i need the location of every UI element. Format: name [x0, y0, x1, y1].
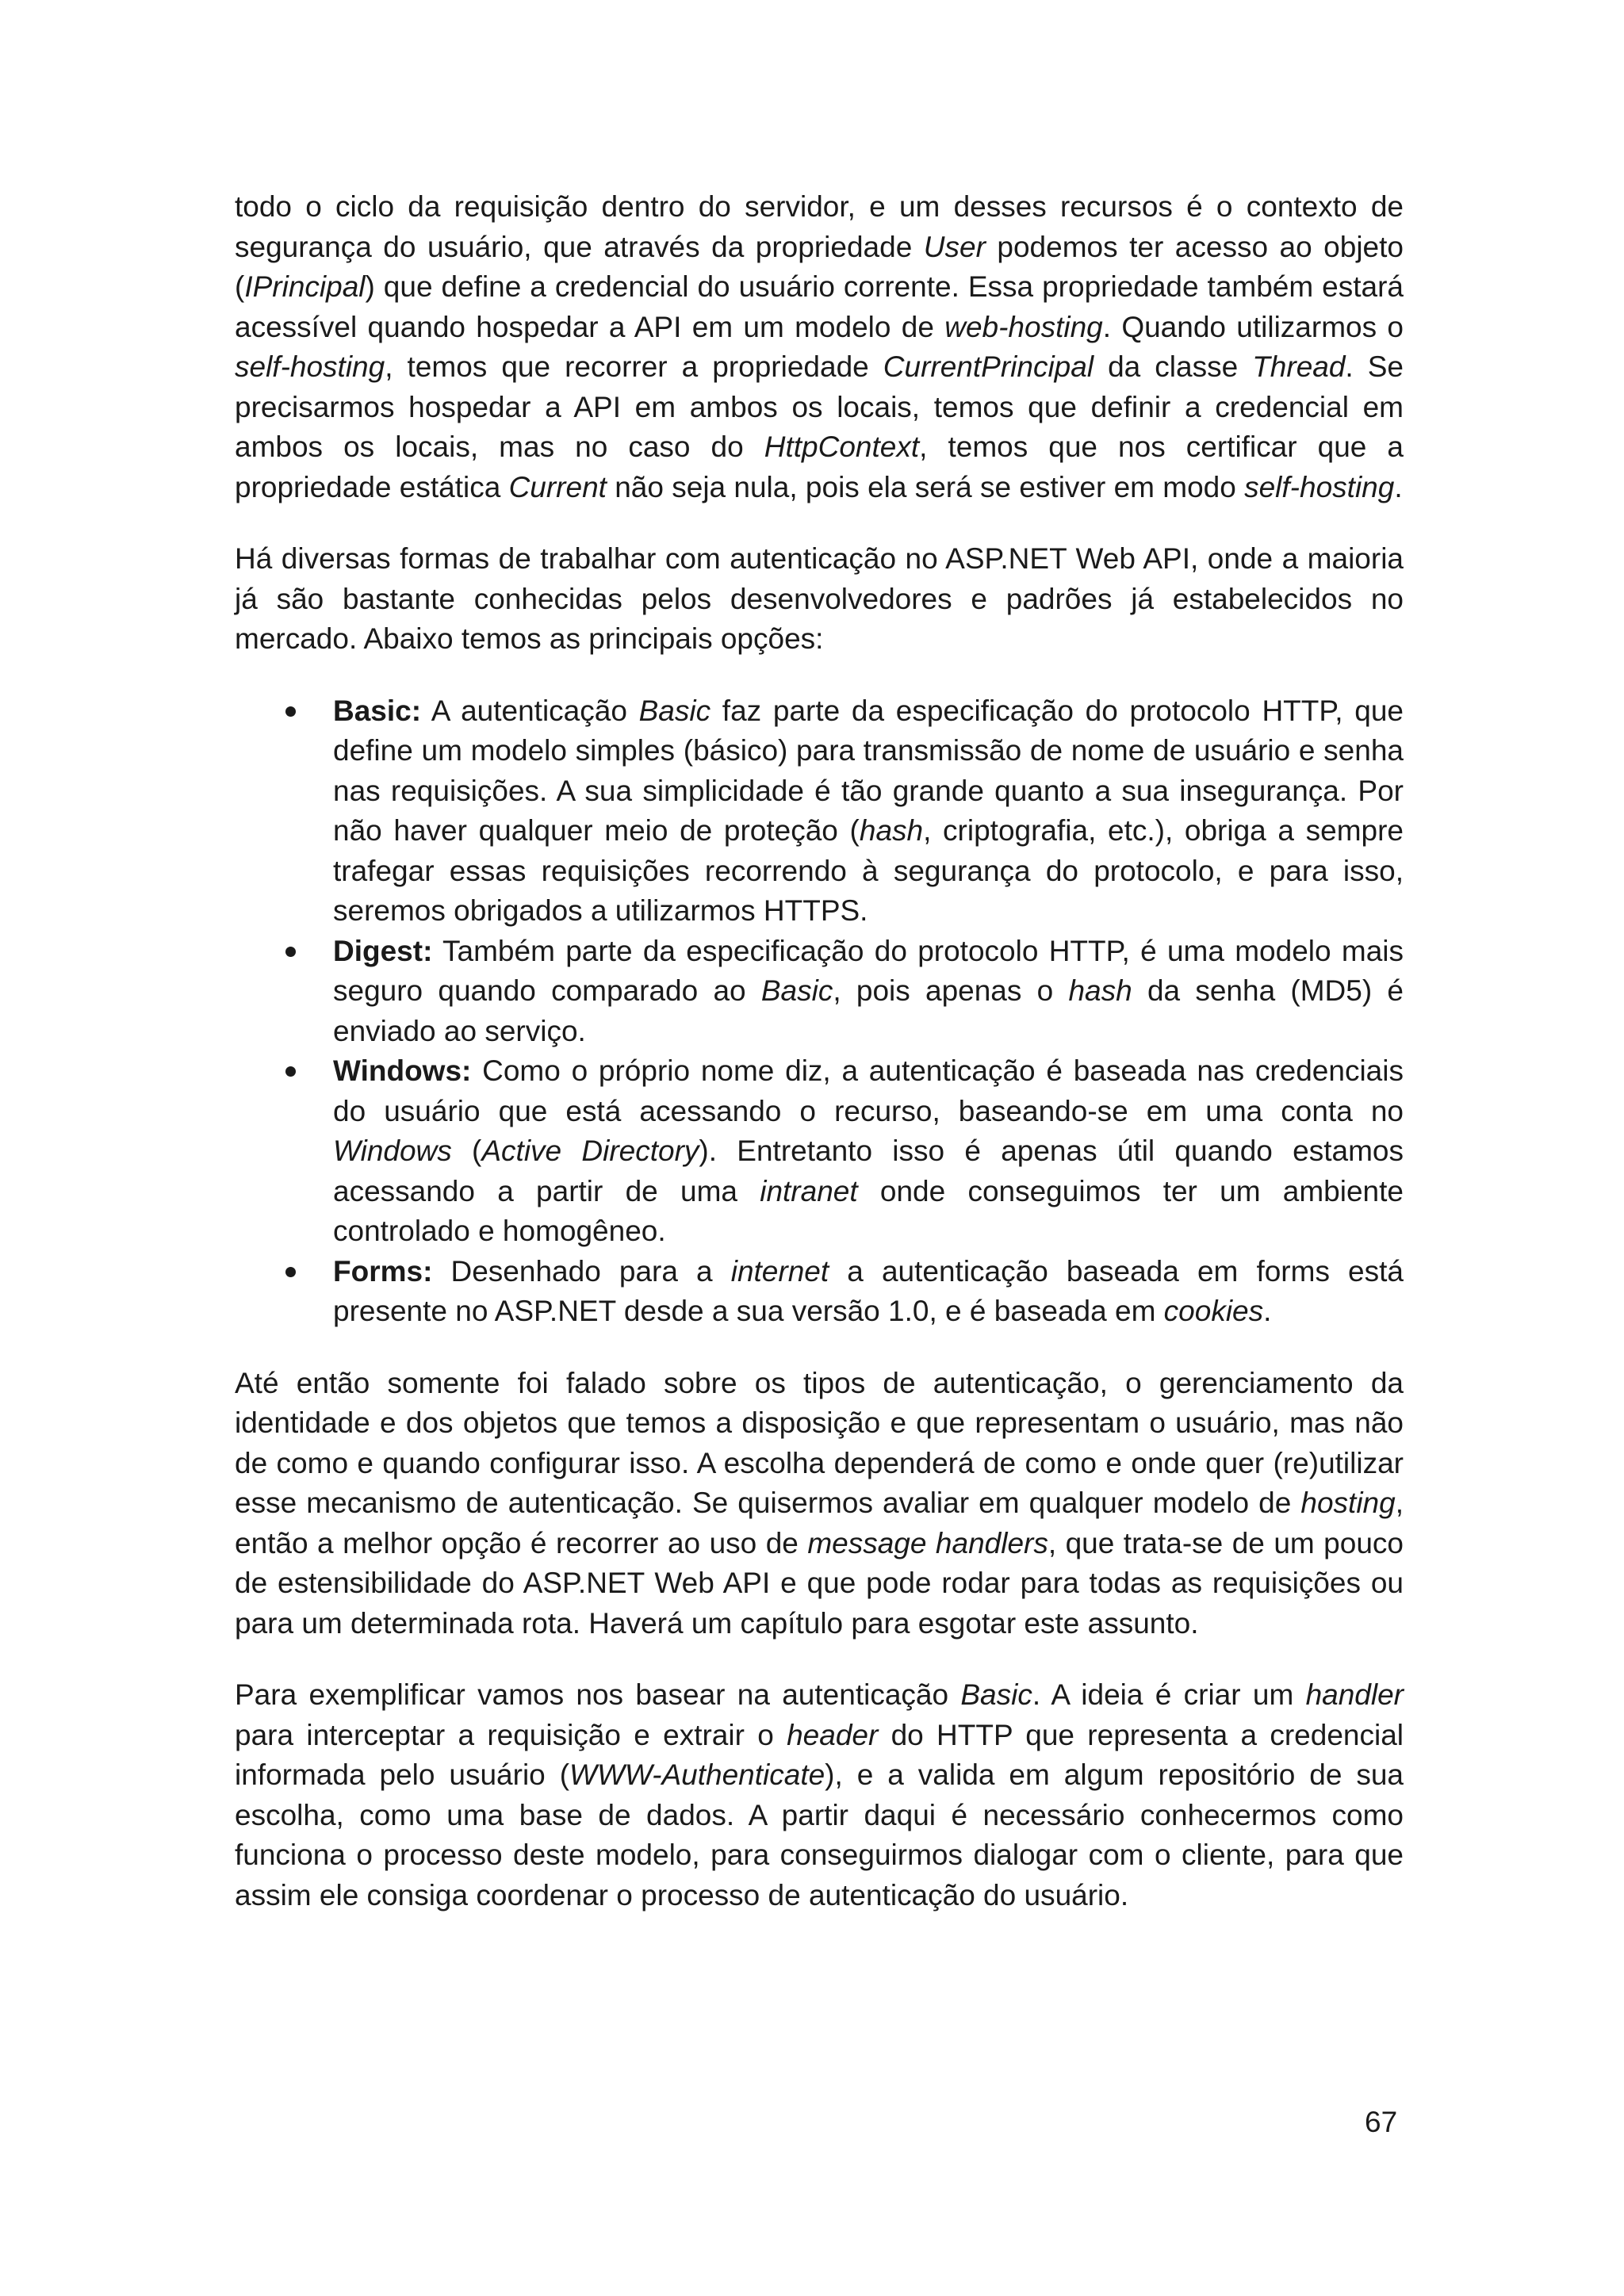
text-segment: , temos que nos certificar que a propriedade estática — [235, 430, 1404, 503]
text-segment: da classe — [1094, 350, 1253, 383]
paragraph — [235, 1364, 1404, 1644]
text-segment: . A ideia é criar um — [1032, 1678, 1306, 1711]
bullet-icon — [285, 1066, 296, 1077]
text-segment: Há diversas formas de trabalhar com autenticação no ASP.NET Web API, onde a maioria já são bastante conhecidas pelos desenvolvedores e padrões já estabelecidos no mercado. Abaixo temos as principais opções: — [235, 542, 1404, 655]
italic-term: Active Directory — [481, 1135, 699, 1167]
text-segment: Para exemplificar vamos nos basear na autenticação — [235, 1678, 961, 1711]
italic-term: WWW-Authenticate — [569, 1758, 825, 1791]
italic-term: CurrentPrincipal — [883, 350, 1094, 383]
text-segment: ). Entretanto isso é apenas útil quando estamos acessando a partir de uma — [333, 1135, 1404, 1207]
italic-term: header — [787, 1718, 879, 1751]
italic-term: Windows — [333, 1135, 452, 1167]
option-term: Windows: — [333, 1054, 472, 1087]
paragraph — [235, 539, 1404, 660]
italic-term: hash — [1068, 974, 1132, 1007]
option-term: Digest: — [333, 934, 433, 967]
text-segment: onde conseguimos ter um ambiente controlado e homogêneo. — [333, 1174, 1404, 1247]
text-segment: para interceptar a requisição e extrair o — [235, 1718, 787, 1751]
italic-term: message handlers — [807, 1526, 1048, 1559]
text-segment: da senha (MD5) é enviado ao serviço. — [333, 974, 1404, 1047]
page-content — [235, 187, 1404, 1947]
italic-term: Current — [508, 470, 607, 503]
italic-term: Thread — [1252, 350, 1346, 383]
auth-option-item — [235, 932, 1404, 1052]
text-segment: . — [1394, 470, 1403, 503]
text-segment: . Quando utilizarmos o — [1102, 310, 1404, 343]
italic-term: hosting — [1300, 1487, 1396, 1519]
text-segment: , então a melhor opção é recorrer ao uso de — [235, 1487, 1404, 1559]
italic-term: Basic — [760, 974, 833, 1007]
italic-term: internet — [730, 1254, 829, 1288]
text-segment: . Se precisarmos hospedar a API em ambos os locais, temos que definir a credencial em ambos os locais, mas no caso do — [235, 350, 1404, 463]
text-segment: Também parte da especificação do protocolo HTTP, é uma modelo mais seguro quando comparado ao — [333, 934, 1404, 1007]
auth-option-item — [235, 1252, 1404, 1332]
option-term: Basic: — [333, 694, 422, 727]
italic-term: HttpContext — [764, 430, 920, 463]
paragraph — [235, 1675, 1404, 1915]
page-number: 67 — [1365, 2106, 1398, 2138]
text-segment: Como o próprio nome diz, a autenticação é baseada nas credenciais do usuário que está acessando o recurso, baseando-se em uma conta no — [333, 1054, 1404, 1127]
italic-term: handler — [1305, 1678, 1404, 1711]
italic-term: cookies — [1163, 1295, 1264, 1327]
italic-term: IPrincipal — [244, 270, 366, 303]
bullet-icon — [285, 1267, 296, 1277]
paragraph — [235, 187, 1404, 507]
text-segment: , temos que recorrer a propriedade — [385, 350, 883, 383]
text-segment: , criptografia, etc.), obriga a sempre trafegar essas requisições recorrendo à segurança do protocolo, e para isso, seremos obrigados a utilizarmos HTTPS. — [333, 814, 1404, 927]
closing-section — [235, 1364, 1404, 1916]
text-segment: A autenticação — [421, 694, 639, 727]
italic-term: Basic — [638, 694, 711, 727]
text-segment: ( — [451, 1135, 482, 1167]
italic-term: web-hosting — [944, 310, 1103, 343]
italic-term: Basic — [960, 1678, 1032, 1711]
text-segment: do HTTP que representa a credencial informada pelo usuário ( — [235, 1718, 1404, 1791]
text-segment: podemos ter acesso ao objeto ( — [235, 230, 1404, 303]
bullet-icon — [285, 706, 296, 717]
text-segment: a autenticação baseada em forms está presente no ASP.NET desde a sua versão 1.0, e é baseada em — [333, 1254, 1404, 1327]
bullet-icon — [285, 947, 296, 957]
text-segment: Desenhado para a — [432, 1254, 731, 1288]
italic-term: self-hosting — [1244, 470, 1395, 503]
auth-options-list — [235, 691, 1404, 1332]
text-segment: , que trata-se de um pouco de estensibilidade do ASP.NET Web API e que pode rodar para todas as requisições ou para um determinada rota. Haverá um capítulo para esgotar este assunto. — [235, 1526, 1404, 1640]
text-segment: , pois apenas o — [833, 974, 1069, 1007]
auth-option-item — [235, 1051, 1404, 1252]
text-segment: todo o ciclo da requisição dentro do servidor, e um desses recursos é o contexto de segurança do usuário, que através da propriedade — [235, 190, 1404, 263]
text-segment: ), e a valida em algum repositório de sua escolha, como uma base de dados. A partir daqui é necessário conhecermos como funciona o processo deste modelo, para conseguirmos dialogar com o cliente, para que assim ele consiga coordenar o processo de autenticação do usuário. — [235, 1758, 1404, 1911]
italic-term: intranet — [760, 1174, 858, 1207]
text-segment: faz parte da especificação do protocolo HTTP, que define um modelo simples (básico) para transmissão de nome de usuário e senha nas requisições. A sua simplicidade é tão grande quanto a sua insegurança. Por não haver qualquer meio de proteção ( — [333, 694, 1404, 847]
italic-term: hash — [859, 814, 924, 847]
italic-term: self-hosting — [235, 350, 385, 383]
text-segment: Até então somente foi falado sobre os tipos de autenticação, o gerenciamento da identidade e dos objetos que temos a disposição e que representam o usuário, mas não de como e quando configurar isso. A escolha dependerá de como e onde quer (re)utilizar esse mecanismo de autenticação. Se quisermos avaliar em qualquer modelo de — [235, 1366, 1404, 1519]
text-segment: . — [1263, 1295, 1272, 1327]
option-term: Forms: — [333, 1254, 433, 1288]
intro-section — [235, 187, 1404, 660]
auth-option-item — [235, 691, 1404, 932]
text-segment: ) que define a credencial do usuário corrente. Essa propriedade também estará acessível quando hospedar a API em um modelo de — [235, 270, 1404, 343]
text-segment: não seja nula, pois ela será se estiver em modo — [606, 470, 1245, 503]
italic-term: User — [923, 230, 986, 263]
